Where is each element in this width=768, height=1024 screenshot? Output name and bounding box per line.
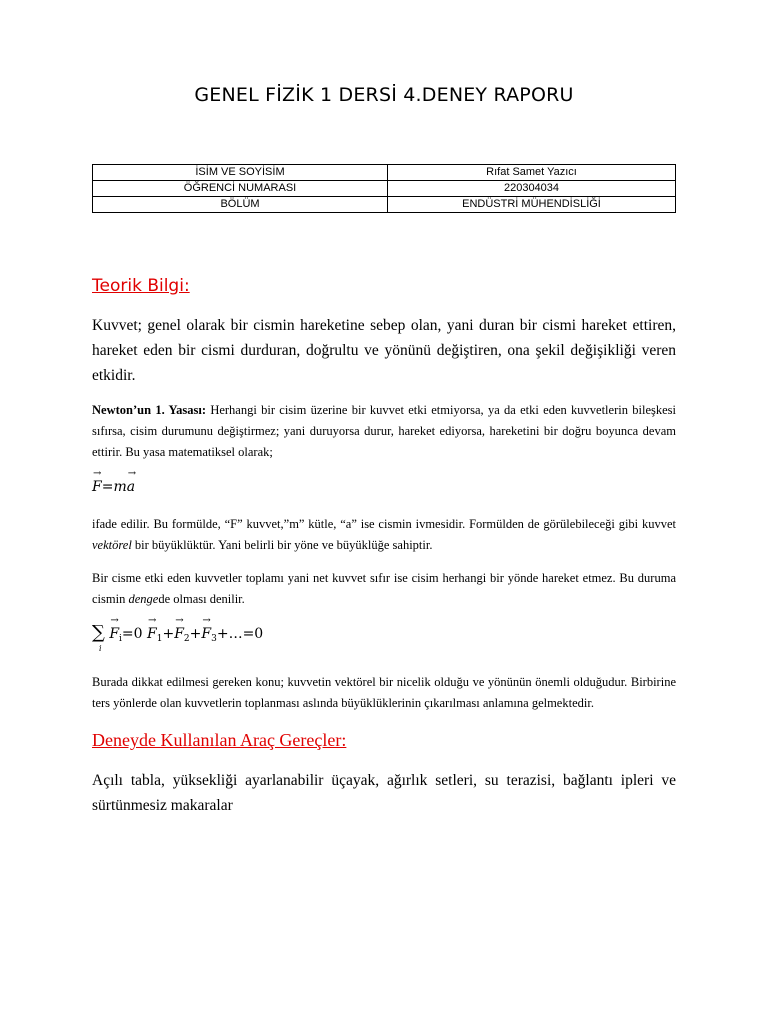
equilibrium-formula	[92, 622, 264, 653]
equilibrium-paragraph	[92, 568, 676, 610]
emphasis-denge: denge	[128, 592, 159, 606]
equals-zero: =0	[121, 626, 143, 642]
text-span: de olması denilir.	[158, 592, 245, 606]
newton-formula	[92, 479, 135, 495]
text-span: ifade edilir. Bu formülde, “F” kuvvet,”m” kütle, “a” ise cismin ivmesidir. Formülden de görülebileceği gibi kuvvet	[92, 517, 676, 531]
department-label: BÖLÜM	[93, 197, 388, 213]
department-value: ENDÜSTRİ MÜHENDİSLİĞİ	[388, 197, 676, 213]
equals-sign: =	[101, 479, 114, 495]
report-title: GENEL FİZİK 1 DERSİ 4.DENEY RAPORU	[194, 84, 574, 106]
force-vector: → F	[92, 479, 102, 495]
newton-law-label: Newton’un 1. Yasası:	[92, 403, 207, 417]
vector-note-paragraph: Burada dikkat edilmesi gereken konu; kuvvetin vektörel bir nicelik olduğu ve yönünün önemli olduğudur. Birbirine ters yönlerde olan kuvvetlerin toplanması aslında büyüklüklerinin çıkarılması anlamına gelmektedir.	[92, 675, 676, 710]
student-info-table	[92, 164, 676, 213]
subscript: 1	[156, 634, 163, 644]
force-vector: → F	[109, 626, 119, 642]
emphasis-vektorel: vektörel	[92, 538, 132, 552]
student-number-label: ÖĞRENCİ NUMARASI	[93, 181, 388, 197]
name-label: İSİM VE SOYİSİM	[93, 165, 388, 181]
plus-sign: +	[189, 626, 202, 642]
equipment-heading: Deneyde Kullanılan Araç Gereçler:	[92, 730, 347, 750]
student-number-value: 220304034	[388, 181, 676, 197]
subscript: i	[119, 634, 122, 644]
table-row	[93, 197, 676, 213]
subscript: 2	[183, 634, 190, 644]
formula-explanation-paragraph	[92, 514, 676, 556]
text-span: bir büyüklüktür. Yani belirli bir yöne ve büyüklüğe sahiptir.	[131, 538, 433, 552]
table-row	[93, 181, 676, 197]
text-span: Bir cisme etki eden kuvvetler toplamı yani net kuvvet sıfır ise cisim herhangi bir yönde hareket etmez. Bu duruma cismin	[92, 571, 676, 606]
table-row	[93, 165, 676, 181]
newton-law-paragraph	[92, 400, 676, 463]
sum-index: i	[99, 644, 102, 653]
sum-sign: ∑	[92, 622, 105, 643]
mass-symbol: m	[113, 479, 127, 495]
theory-heading: Teorik Bilgi:	[92, 276, 190, 296]
newton-law-text: Herhangi bir cisim üzerine bir kuvvet etki etmiyorsa, ya da etki eden kuvvetlerin bileşkesi sıfırsa, cisim durumunu değiştirmez; yani duruyorsa durur, hareket ediyorsa, hareketini bir doğru boyunca devam ettirir. Bu yasa matematiksel olarak;	[92, 403, 676, 459]
force-intro-paragraph: Kuvvet; genel olarak bir cismin hareketine sebep olan, yani duran bir cismi hareket ettiren, hareket eden bir cismi durduran, doğrultu ve yönünü değiştiren, ona şekil değişikliği veren etkidir.	[92, 317, 676, 384]
force-vector: → F	[201, 626, 211, 642]
plus-sign: +	[162, 626, 175, 642]
equipment-list-paragraph: Açılı tabla, yüksekliği ayarlanabilir üçayak, ağırlık setleri, su terazisi, bağlantı ipleri ve sürtünmesiz makaralar	[92, 772, 676, 814]
sum-symbol	[92, 622, 105, 653]
name-value: Rıfat Samet Yazıcı	[388, 165, 676, 181]
force-vector: → F	[147, 626, 157, 642]
force-vector: → F	[174, 626, 184, 642]
subscript: 3	[211, 634, 217, 644]
acceleration-vector: → a	[127, 479, 135, 495]
formula-tail: +…=0	[216, 626, 264, 642]
